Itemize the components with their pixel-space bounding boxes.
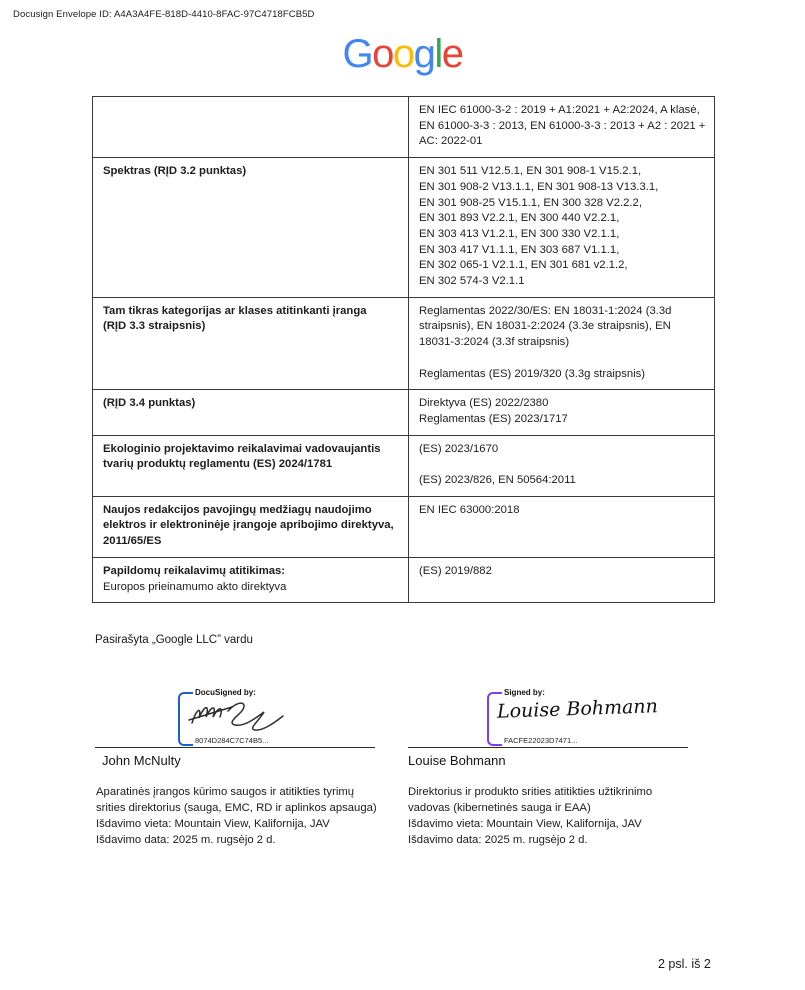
signature-id: 8074D284C7C74B5... [195,736,269,745]
logo-letter: e [441,32,463,76]
row-label: Naujos redakcijos pavojingų medžiagų naudojimo elektros ir elektroninėje įrangoje apribojimo direktyva, 2011/65/ES [93,496,409,557]
standard-line: AC: 2022-01 [419,135,483,148]
signer-name: John McNulty [102,753,181,768]
signature-scribble [186,696,298,736]
row-value [409,97,715,158]
standard-line [419,457,706,473]
signed-on-behalf-text: Pasirašyta „Google LLC” vardu [95,634,253,646]
logo-letter: g [413,32,435,76]
signer-name: Louise Bohmann [408,753,506,768]
stamp-label: Signed by: [504,688,545,697]
standard-line: Reglamentas (ES) 2019/320 (3.3g straipsnis) [419,367,646,380]
table-row-additional [93,557,715,602]
standard-line: EN 301 908-2 V13.1.1, EN 301 908-13 V13.3.1, [419,180,659,193]
standard-line: EN 301 908-25 V15.1.1, EN 300 328 V2.2.2, [419,196,642,209]
row-label: (RĮD 3.4 punktas) [93,390,409,435]
row-label: Papildomų reikalavimų atitikimas: Europos prieinamumo akto direktyva [93,557,409,602]
row-value [409,496,715,557]
signature-id: FACFE22023D7471... [504,736,578,745]
row-label: Spektras (RĮD 3.2 punktas) [93,158,409,298]
signature-line [408,747,688,748]
standard-line: (ES) 2019/882 [419,564,492,577]
standard-line: Reglamentas 2022/30/ES: EN 18031-1:2024 (3.3d [419,304,672,317]
signature-line [95,747,375,748]
standard-line: EN IEC 63000:2018 [419,503,520,516]
docusign-stamp-left [178,689,318,749]
table-row-rjd-3-4 [93,390,715,435]
row-label [93,97,409,158]
standard-line: Direktyva (ES) 2022/2380 [419,397,549,410]
docusign-stamp-right [487,688,659,749]
standard-line: EN 301 511 V12.5.1, EN 301 908-1 V15.2.1, [419,165,642,178]
row-sublabel: Europos prieinamumo akto direktyva [103,580,287,593]
row-value [409,158,715,298]
standard-line: (ES) 2023/826, EN 50564:2011 [419,474,576,487]
handwritten-signature: Louise Bohmann [496,695,659,723]
table-row-ecodesign [93,435,715,496]
signer-role-right: Direktorius ir produkto srities atitikties užtikrinimo vadovas (kibernetinės sauga ir EAA) Išdavimo vieta: Mountain View, Kalifornija, JAV Išdavimo data: 2025 m. rugsėjo 2 d. [408,786,653,846]
signer-role-left: Aparatinės įrangos kūrimo saugos ir atitikties tyrimų srities direktorius (sauga, EMC, RD ir aplinkos apsauga) Išdavimo vieta: Mountain View, Kalifornija, JAV Išdavimo data: 2025 m. rugsėjo 2 d. [96,786,377,846]
conformity-table [92,96,715,603]
standard-line: straipsnis), EN 18031-2:2024 (3.3e straipsnis), EN [419,320,671,333]
row-value [409,297,715,390]
standard-line: EN IEC 61000-3-2 : 2019 + A1:2021 + A2:2024, A klasė, [419,104,700,116]
standard-line: EN 61000-3-3 : 2013, EN 61000-3-3 : 2013 + A2 : 2021 + [419,119,706,132]
page-number: 2 psl. iš 2 [658,957,711,971]
logo-letter: o [372,32,393,76]
table-row-spectrum [93,158,715,298]
row-value [409,557,715,602]
standard-line [419,351,706,367]
logo-letter: G [342,32,373,76]
row-value [409,435,715,496]
row-label: Ekologinio projektavimo reikalavimai vadovaujantis tvarių produktų reglamentu (ES) 2024/1781 [93,435,409,496]
standard-line: EN 301 893 V2.2.1, EN 300 440 V2.2.1, [419,212,620,225]
standard-line: EN 303 417 V1.1.1, EN 303 687 V1.1.1, [419,243,620,256]
standard-line: 18031-3:2024 (3.3f straipsnis) [419,336,570,349]
standard-line: (ES) 2023/1670 [419,442,499,455]
row-value [409,390,715,435]
google-logo [0,32,805,77]
table-row-categories [93,297,715,390]
stamp-label: DocuSigned by: [195,688,256,697]
standard-line: EN 303 413 V1.2.1, EN 300 330 V2.1.1, [419,227,620,240]
docusign-envelope-id: Docusign Envelope ID: A4A3A4FE-818D-4410-8FAC-97C4718FCB5D [13,9,315,20]
logo-letter: o [392,32,414,76]
standard-line: Reglamentas (ES) 2023/1717 [419,412,568,425]
table-row-rohs [93,496,715,557]
logo-letter: l [434,32,442,76]
table-row-emc-continued [93,97,715,158]
standard-line: EN 302 065-1 V2.1.1, EN 301 681 v2.1.2, [419,259,628,272]
standard-line: EN 302 574-3 V2.1.1 [419,275,525,288]
row-label: Tam tikras kategorijas ar klases atitinkanti įranga (RĮD 3.3 straipsnis) [93,297,409,390]
